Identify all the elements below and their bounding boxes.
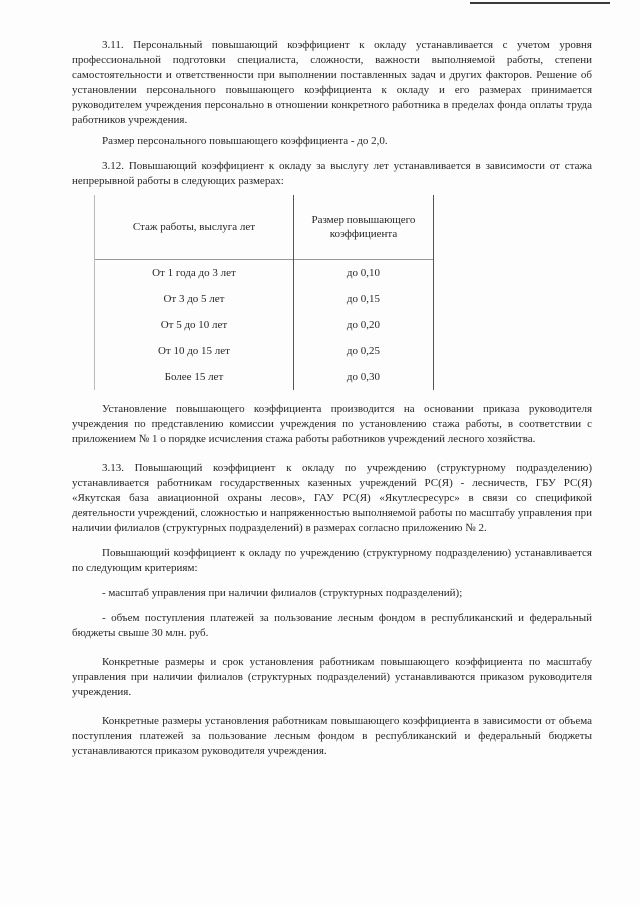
criterion-1: - масштаб управления при наличии филиалов (структурных подразделений); bbox=[102, 587, 463, 599]
top-rule bbox=[470, 2, 610, 4]
table-row bbox=[95, 286, 434, 312]
paragraph-3-11-size: Размер персонального повышающего коэффициента - до 2,0. bbox=[102, 135, 388, 147]
header-coefficient: Размер повышающего коэффициента bbox=[293, 195, 433, 260]
row-period: От 5 до 10 лет bbox=[95, 312, 294, 338]
paragraph-3-12-basis: Установление повышающего коэффициента производится на основании приказа руководителя учреждения по представлению комиссии учреждения по установлению стажа работы, в соответствии с приложением № 1 о порядке исчисления стажа работы работников учреждений лесного хозяйства. bbox=[72, 403, 592, 445]
header-seniority: Стаж работы, выслуга лет bbox=[95, 195, 294, 260]
table-row bbox=[95, 338, 434, 364]
criterion-2: - объем поступления платежей за пользование лесным фондом в республиканский и федеральный бюджеты свыше 30 млн. руб. bbox=[72, 612, 592, 639]
row-coefficient: до 0,25 bbox=[293, 338, 433, 364]
table-row bbox=[95, 312, 434, 338]
row-coefficient: до 0,10 bbox=[293, 260, 433, 287]
seniority-table bbox=[94, 195, 434, 390]
row-coefficient: до 0,15 bbox=[293, 286, 433, 312]
row-period: От 3 до 5 лет bbox=[95, 286, 294, 312]
document-page bbox=[72, 38, 592, 765]
table-row bbox=[95, 260, 434, 287]
paragraph-3-13-criteria: Повышающий коэффициент к окладу по учреждению (структурному подразделению) устанавливается по следующим критериям: bbox=[72, 547, 592, 574]
row-period: От 1 года до 3 лет bbox=[95, 260, 294, 287]
paragraph-3-13-scale: Конкретные размеры и срок установления работникам повышающего коэффициента по масштабу управления при наличии филиалов (структурных подразделений) устанавливаются приказом руководителя учреждения. bbox=[72, 656, 592, 698]
paragraph-3-13: 3.13. Повышающий коэффициент к окладу по учреждению (структурному подразделению) устанавливается работникам государственных казенных учреждений РС(Я) - лесничеств, ГБУ РС(Я) «Якутская база авиационной охраны лесов», ГАУ РС(Я) «Якутлесресурс» в связи со спецификой деятельности учреждений, сложностью и напряженностью выполняемой работы по масштабу управления при наличии филиалов (структурных подразделений) в размерах согласно приложению № 2. bbox=[72, 462, 592, 534]
paragraph-3-11: 3.11. Персональный повышающий коэффициент к окладу устанавливается с учетом уровня профессиональной подготовки специалиста, сложности, важности выполняемой работы, степени самостоятельности и ответственности при выполнении поставленных задач и других факторов. Решение об установлении персонального повышающего коэффициента к окладу и его размерах принимается руководителем учреждения персонально в отношении конкретного работника в пределах фонда оплаты труда работников учреждения. bbox=[72, 39, 592, 126]
paragraph-3-13-payments: Конкретные размеры установления работникам повышающего коэффициента в зависимости от объема поступления платежей за пользование лесным фондом в республиканский и федеральный бюджеты устанавливаются приказом руководителя учреждения. bbox=[72, 715, 592, 757]
row-coefficient: до 0,20 bbox=[293, 312, 433, 338]
table-row bbox=[95, 364, 434, 390]
paragraph-3-12: 3.12. Повышающий коэффициент к окладу за выслугу лет устанавливается в зависимости от стажа непрерывной работы в следующих размерах: bbox=[72, 160, 592, 187]
row-coefficient: до 0,30 bbox=[293, 364, 433, 390]
row-period: От 10 до 15 лет bbox=[95, 338, 294, 364]
row-period: Более 15 лет bbox=[95, 364, 294, 390]
table-header-row bbox=[95, 195, 434, 260]
